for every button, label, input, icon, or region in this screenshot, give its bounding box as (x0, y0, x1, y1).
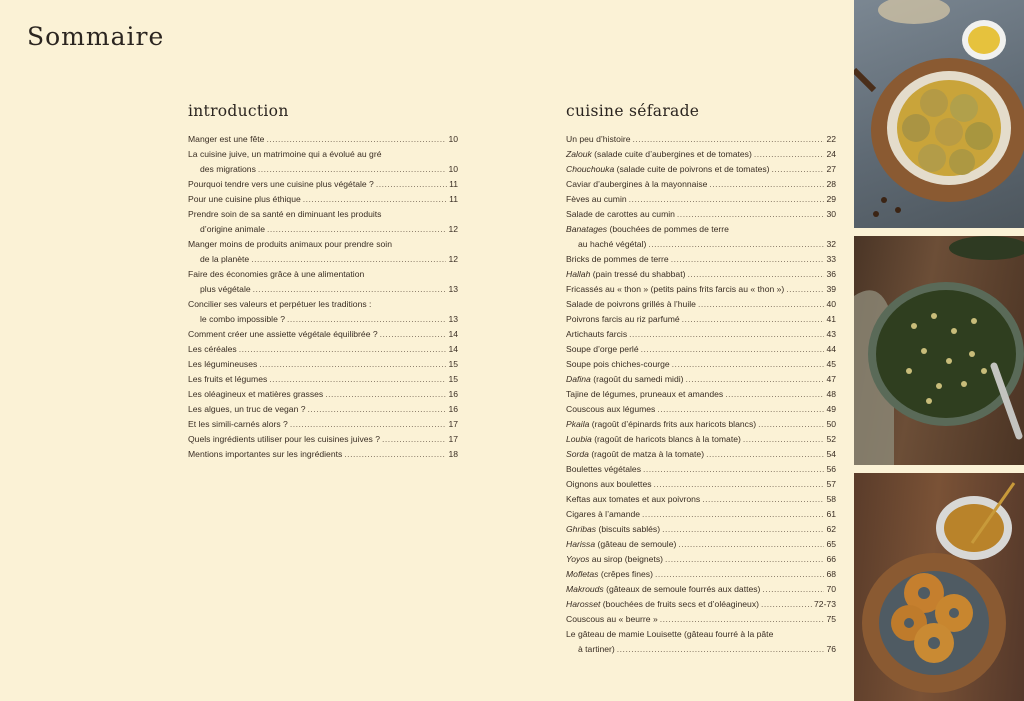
toc-entry-title (188, 447, 342, 462)
toc-entry[interactable] (566, 312, 836, 327)
toc-page-number: 15 (448, 359, 458, 369)
toc-entry-text: d’origine animale (200, 224, 265, 234)
toc-entry[interactable] (566, 327, 836, 342)
toc-entry-text: (gâteaux de semoule fourrés aux dattes) (603, 584, 761, 594)
toc-page-number: 72-73 (814, 599, 836, 609)
toc-entry-title (566, 552, 663, 567)
toc-entry-italic-title: Dafina (566, 374, 591, 384)
toc-entry[interactable] (566, 342, 836, 357)
dot-leader (677, 207, 825, 222)
dot-leader (259, 357, 446, 372)
toc-entry[interactable] (566, 507, 836, 522)
toc-entry-italic-title: Yoyos (566, 554, 590, 564)
toc-entry-text: le combo impossible ? (200, 314, 286, 324)
toc-entry-text: Les fruits et légumes (188, 374, 268, 384)
toc-entry-text: (biscuits sablés) (596, 524, 661, 534)
toc-entry[interactable] (188, 207, 458, 237)
toc-entry[interactable] (566, 162, 836, 177)
toc-page-number: 30 (826, 209, 836, 219)
dot-leader (303, 192, 447, 207)
toc-entry[interactable] (566, 207, 836, 222)
toc-page-number: 54 (826, 449, 836, 459)
toc-entry-title (188, 299, 371, 309)
toc-entry-text: Comment créer une assiette végétale équilibrée ? (188, 329, 378, 339)
toc-entry-italic-title: Zalouk (566, 149, 592, 159)
toc-page-number: 58 (826, 494, 836, 504)
toc-entry-title (188, 417, 288, 432)
dot-leader (706, 447, 824, 462)
toc-entry-title (566, 417, 756, 432)
toc-entry-title (566, 432, 741, 447)
toc-entry-text: (salade cuite d’aubergines et de tomates) (591, 149, 752, 159)
toc-entry-title (566, 327, 627, 342)
toc-entry[interactable] (566, 492, 836, 507)
toc-entry-title (578, 642, 615, 657)
toc-entry[interactable] (566, 267, 836, 282)
toc-entry-italic-title: Hallah (566, 269, 591, 279)
toc-entry[interactable] (566, 192, 836, 207)
toc-entry[interactable] (188, 417, 458, 432)
toc-entry-title (200, 312, 285, 327)
toc-entry-title (188, 269, 364, 279)
dot-leader (380, 327, 447, 342)
toc-entry[interactable] (188, 372, 458, 387)
toc-page-number: 13 (448, 314, 458, 324)
toc-page-number: 70 (826, 584, 836, 594)
toc-entry-text: Concilier ses valeurs et perpétuer les traditions : (188, 299, 372, 309)
toc-entry-text: Le gâteau de mamie Louisette (gâteau fourré à la pâte (566, 629, 774, 639)
toc-entry-title (188, 402, 306, 417)
toc-page-number: 56 (826, 464, 836, 474)
toc-entry-text: Les céréales (188, 344, 237, 354)
dot-leader (709, 177, 824, 192)
toc-entry-title (566, 522, 660, 537)
toc-entry-title (200, 222, 265, 237)
dot-leader (382, 432, 446, 447)
toc-page-number: 12 (448, 254, 458, 264)
toc-page-number: 11 (449, 194, 458, 204)
toc-entry[interactable] (188, 447, 458, 462)
toc-entry-text: (gâteau de semoule) (595, 539, 677, 549)
toc-entry[interactable] (188, 147, 458, 177)
toc-page-number: 11 (449, 179, 458, 189)
dot-leader (642, 507, 824, 522)
toc-entry-text: Mentions importantes sur les ingrédients (188, 449, 343, 459)
toc-entry-text: au haché végétal) (578, 239, 647, 249)
toc-page-number: 36 (826, 269, 836, 279)
toc-entry-text: à tartiner) (578, 644, 615, 654)
toc-entry[interactable] (566, 597, 836, 612)
yoyos-photo (854, 473, 1024, 701)
toc-entry-title (566, 447, 704, 462)
toc-entry-text: (pain tressé du shabbat) (590, 269, 686, 279)
toc-entry-text: Keftas aux tomates et aux poivrons (566, 494, 701, 504)
dot-leader (648, 237, 824, 252)
toc-entry[interactable] (566, 477, 836, 492)
toc-entry-title (566, 402, 655, 417)
toc-entry[interactable] (188, 192, 458, 207)
toc-page-number: 47 (826, 374, 836, 384)
toc-page-number: 75 (826, 614, 836, 624)
toc-entry-text: Fricassés au « thon » (petits pains frits farcis au « thon ») (566, 284, 785, 294)
toc-entry[interactable] (566, 402, 836, 417)
toc-entry-title (566, 177, 707, 192)
toc-entry-title (200, 162, 256, 177)
toc-entry[interactable] (566, 537, 836, 552)
toc-entry-text: Couscous au « beurre » (566, 614, 658, 624)
toc-entry[interactable] (566, 552, 836, 567)
toc-entry-title (566, 507, 640, 522)
toc-page-number: 66 (826, 554, 836, 564)
toc-entry-text: Salade de poivrons grillés à l’huile (566, 299, 696, 309)
toc-entry-title (188, 149, 381, 159)
toc-entry-text: Un peu d’histoire (566, 134, 631, 144)
toc-entry[interactable] (566, 387, 836, 402)
toc-entry[interactable] (566, 222, 836, 252)
toc-entry[interactable] (188, 327, 458, 342)
toc-entry-title (578, 237, 646, 252)
toc-page-number: 14 (448, 344, 458, 354)
dot-leader (629, 192, 825, 207)
toc-entry[interactable] (566, 612, 836, 627)
toc-page-number: 33 (826, 254, 836, 264)
toc-entry[interactable] (188, 387, 458, 402)
dot-leader (376, 177, 447, 192)
toc-entry-italic-title: Banatages (566, 224, 608, 234)
toc-page-number: 13 (448, 284, 458, 294)
dot-leader (702, 492, 824, 507)
toc-entry-title (566, 372, 684, 387)
toc-entry-text: Pour une cuisine plus éthique (188, 194, 301, 204)
dot-leader (687, 267, 824, 282)
toc-page-number: 17 (448, 434, 458, 444)
toc-entry-italic-title: Mofletas (566, 569, 599, 579)
toc-entry[interactable] (566, 282, 836, 297)
toc-entry-title (188, 327, 378, 342)
toc-entry-text: Salade de carottes au cumin (566, 209, 675, 219)
dot-leader (662, 522, 824, 537)
toc-entry-title (200, 252, 249, 267)
toc-entry-title (188, 192, 301, 207)
toc-entry-text: Tajine de légumes, pruneaux et amandes (566, 389, 724, 399)
toc-entry-text: Quels ingrédients utiliser pour les cuisines juives ? (188, 434, 381, 444)
toc-page-number: 65 (826, 539, 836, 549)
toc-entry-title (566, 612, 658, 627)
section-heading: cuisine séfarade (566, 102, 700, 120)
toc-entry[interactable] (566, 432, 836, 447)
toc-entry-text: (salade cuite de poivrons et de tomates) (614, 164, 770, 174)
toc-page-number: 16 (448, 404, 458, 414)
toc-entry-title (566, 282, 784, 297)
dot-leader (641, 342, 825, 357)
dot-leader (698, 297, 824, 312)
toc-entry[interactable] (188, 402, 458, 417)
toc-entry-title (200, 282, 251, 297)
toc-entry-text: Couscous aux légumes (566, 404, 656, 414)
toc-page-number: 48 (826, 389, 836, 399)
toc-entry-title (566, 147, 752, 162)
toc-entry-title (188, 177, 374, 192)
toc-entry-title (566, 267, 685, 282)
toc-page-number: 28 (826, 179, 836, 189)
dot-leader (655, 567, 825, 582)
dot-leader (325, 387, 446, 402)
toc-entry[interactable] (566, 522, 836, 537)
toc-entry-title (566, 342, 639, 357)
toc-page-number: 14 (448, 329, 458, 339)
dot-leader (682, 312, 825, 327)
toc-entry-text: Bricks de pommes de terre (566, 254, 669, 264)
dot-leader (239, 342, 447, 357)
dish-photo-illustration (854, 473, 1024, 701)
toc-page-number: 76 (826, 644, 836, 654)
toc-entry[interactable] (566, 357, 836, 372)
toc-page-number: 68 (826, 569, 836, 579)
toc-entry[interactable] (566, 462, 836, 477)
toc-entry-italic-title: Makrouds (566, 584, 604, 594)
toc-entry[interactable] (566, 627, 836, 657)
dot-leader (660, 612, 825, 627)
toc-entry-italic-title: Pkaila (566, 419, 590, 429)
toc-entry-title (566, 224, 729, 234)
toc-entry[interactable] (188, 132, 458, 147)
toc-entry-text: Les algues, un truc de vegan ? (188, 404, 306, 414)
toc-entry-text: au sirop (beignets) (589, 554, 663, 564)
toc-entry-italic-title: Loubia (566, 434, 592, 444)
toc-entry-title (188, 132, 264, 147)
dot-leader (344, 447, 446, 462)
toc-entry-text: (ragoût d’épinards frits aux haricots blancs) (589, 419, 757, 429)
dish-photo-illustration (854, 236, 1024, 465)
toc-entry-title (566, 252, 669, 267)
dot-leader (786, 282, 824, 297)
toc-entry-title (188, 387, 323, 402)
toc-entry-title (188, 342, 237, 357)
toc-page-number: 57 (826, 479, 836, 489)
dot-leader (762, 582, 824, 597)
toc-entry-text: Faire des économies grâce à une alimentation (188, 269, 365, 279)
toc-entry-text: plus végétale (200, 284, 251, 294)
toc-entry-text: Caviar d’aubergines à la mayonnaise (566, 179, 708, 189)
toc-entry-title (566, 492, 700, 507)
toc-entry[interactable] (188, 177, 458, 192)
pkaila-photo (854, 236, 1024, 465)
dot-leader (743, 432, 825, 447)
toc-entry-title (566, 462, 641, 477)
toc-entry-text: Prendre soin de sa santé en diminuant les produits (188, 209, 382, 219)
toc-entry-title (188, 432, 380, 447)
toc-entry-title (566, 297, 696, 312)
toc-page-number: 10 (448, 164, 458, 174)
toc-entry-title (566, 312, 680, 327)
dot-leader (290, 417, 447, 432)
toc-entry-title (188, 357, 257, 372)
toc-section-introduction (188, 102, 458, 462)
dot-leader (665, 552, 824, 567)
toc-entry-title (566, 387, 723, 402)
dot-leader (678, 537, 824, 552)
dot-leader (761, 597, 812, 612)
dot-leader (758, 417, 824, 432)
toc-entry-text: Soupe pois chiches-courge (566, 359, 670, 369)
toc-page-number: 16 (448, 389, 458, 399)
toc-entry-title (566, 537, 676, 552)
toc-entry-title (188, 209, 381, 219)
dot-leader (672, 357, 825, 372)
toc-entry-text: Manger est une fête (188, 134, 265, 144)
toc-page-number: 15 (448, 374, 458, 384)
dot-leader (772, 162, 825, 177)
toc-page-number: 44 (826, 344, 836, 354)
toc-entry-text: Fèves au cumin (566, 194, 627, 204)
toc-entry-title (566, 582, 760, 597)
dot-leader (754, 147, 825, 162)
toc-page-number: 50 (826, 419, 836, 429)
page-title: Sommaire (27, 22, 165, 51)
toc-entry-text: (bouchées de pommes de terre (607, 224, 729, 234)
toc-entry-title (566, 477, 652, 492)
toc-entry-text: Soupe d’orge perlé (566, 344, 639, 354)
toc-entry-italic-title: Ghribas (566, 524, 597, 534)
toc-entry[interactable] (188, 297, 458, 327)
toc-entry-text: Et les simili-carnés alors ? (188, 419, 288, 429)
toc-entry-title (566, 192, 627, 207)
toc-page-number: 27 (826, 164, 836, 174)
toc-entry-italic-title: Harissa (566, 539, 596, 549)
toc-entry-text: Poivrons farcis au riz parfumé (566, 314, 680, 324)
toc-entry[interactable] (566, 567, 836, 582)
toc-entry[interactable] (566, 252, 836, 267)
toc-entry[interactable] (566, 147, 836, 162)
dot-leader (643, 462, 824, 477)
dot-leader (267, 222, 446, 237)
toc-page-number: 18 (448, 449, 458, 459)
toc-entry[interactable] (188, 237, 458, 267)
toc-page-number: 22 (826, 134, 836, 144)
toc-entry-text: (ragoût de haricots blancs à la tomate) (591, 434, 741, 444)
toc-entry-text: (ragoût de matza à la tomate) (588, 449, 705, 459)
toc-page-number: 41 (826, 314, 836, 324)
toc-entry[interactable] (566, 372, 836, 387)
toc-entry-text: Boulettes végétales (566, 464, 642, 474)
toc-entry-text: de la planète (200, 254, 250, 264)
photo-strip (854, 0, 1024, 701)
toc-page-number: 49 (826, 404, 836, 414)
toc-entry-text: (ragoût du samedi midi) (590, 374, 684, 384)
dot-leader (287, 312, 446, 327)
toc-entry-text: Manger moins de produits animaux pour prendre soin (188, 239, 392, 249)
toc-entry-title (566, 597, 759, 612)
toc-page-number: 62 (826, 524, 836, 534)
toc-list (566, 132, 836, 657)
toc-entry[interactable] (566, 447, 836, 462)
dot-leader (725, 387, 824, 402)
toc-page-number: 24 (826, 149, 836, 159)
toc-entry-italic-title: Chouchouka (566, 164, 615, 174)
dot-leader (671, 252, 825, 267)
toc-entry[interactable] (566, 177, 836, 192)
dot-leader (633, 132, 825, 147)
dot-leader (686, 372, 825, 387)
dot-leader (654, 477, 825, 492)
toc-page-number: 29 (826, 194, 836, 204)
dish-photo-illustration (854, 0, 1024, 228)
toc-entry-title (566, 629, 773, 639)
dot-leader (253, 282, 447, 297)
toc-list (188, 132, 458, 462)
toc-entry-title (566, 567, 653, 582)
toc-entry[interactable] (188, 357, 458, 372)
toc-entry-text: Oignons aux boulettes (566, 479, 652, 489)
toc-entry-text: Cigares à l’amande (566, 509, 641, 519)
toc-page-number: 40 (826, 299, 836, 309)
toc-entry-title (566, 357, 670, 372)
toc-page-number: 45 (826, 359, 836, 369)
toc-entry-text: (bouchées de fruits secs et d’oléagineux) (600, 599, 759, 609)
toc-page-number: 43 (826, 329, 836, 339)
boulettes-photo (854, 0, 1024, 228)
toc-entry[interactable] (188, 267, 458, 297)
section-heading: introduction (188, 102, 289, 120)
dot-leader (251, 252, 446, 267)
toc-entry[interactable] (188, 432, 458, 447)
toc-entry-text: La cuisine juive, un matrimoine qui a évolué au gré (188, 149, 382, 159)
dot-leader (617, 642, 825, 657)
toc-entry-italic-title: Sorda (566, 449, 589, 459)
dot-leader (629, 327, 824, 342)
toc-entry-title (188, 372, 267, 387)
dot-leader (269, 372, 446, 387)
toc-entry-title (566, 162, 770, 177)
toc-entry-title (566, 132, 631, 147)
toc-entry-title (188, 239, 392, 249)
toc-entry-text: Pourquoi tendre vers une cuisine plus végétale ? (188, 179, 374, 189)
toc-entry[interactable] (566, 132, 836, 147)
dot-leader (308, 402, 447, 417)
dot-leader (266, 132, 446, 147)
toc-section-sefarade (566, 102, 836, 657)
toc-entry-text: Les légumineuses (188, 359, 258, 369)
toc-entry-title (566, 207, 675, 222)
toc-entry[interactable] (566, 417, 836, 432)
toc-entry[interactable] (566, 297, 836, 312)
toc-entry-text: Artichauts farcis (566, 329, 628, 339)
toc-entry-italic-title: Harosset (566, 599, 601, 609)
toc-entry[interactable] (566, 582, 836, 597)
toc-entry-text: (crêpes fines) (598, 569, 653, 579)
toc-page-number: 17 (448, 419, 458, 429)
toc-entry-text: des migrations (200, 164, 256, 174)
toc-page-number: 61 (826, 509, 836, 519)
toc-page-number: 12 (448, 224, 458, 234)
toc-page-number: 39 (826, 284, 836, 294)
toc-page-number: 10 (448, 134, 458, 144)
toc-page-number: 52 (826, 434, 836, 444)
toc-entry[interactable] (188, 342, 458, 357)
dot-leader (258, 162, 447, 177)
dot-leader (657, 402, 824, 417)
toc-entry-text: Les oléagineux et matières grasses (188, 389, 324, 399)
toc-page-number: 32 (826, 239, 836, 249)
